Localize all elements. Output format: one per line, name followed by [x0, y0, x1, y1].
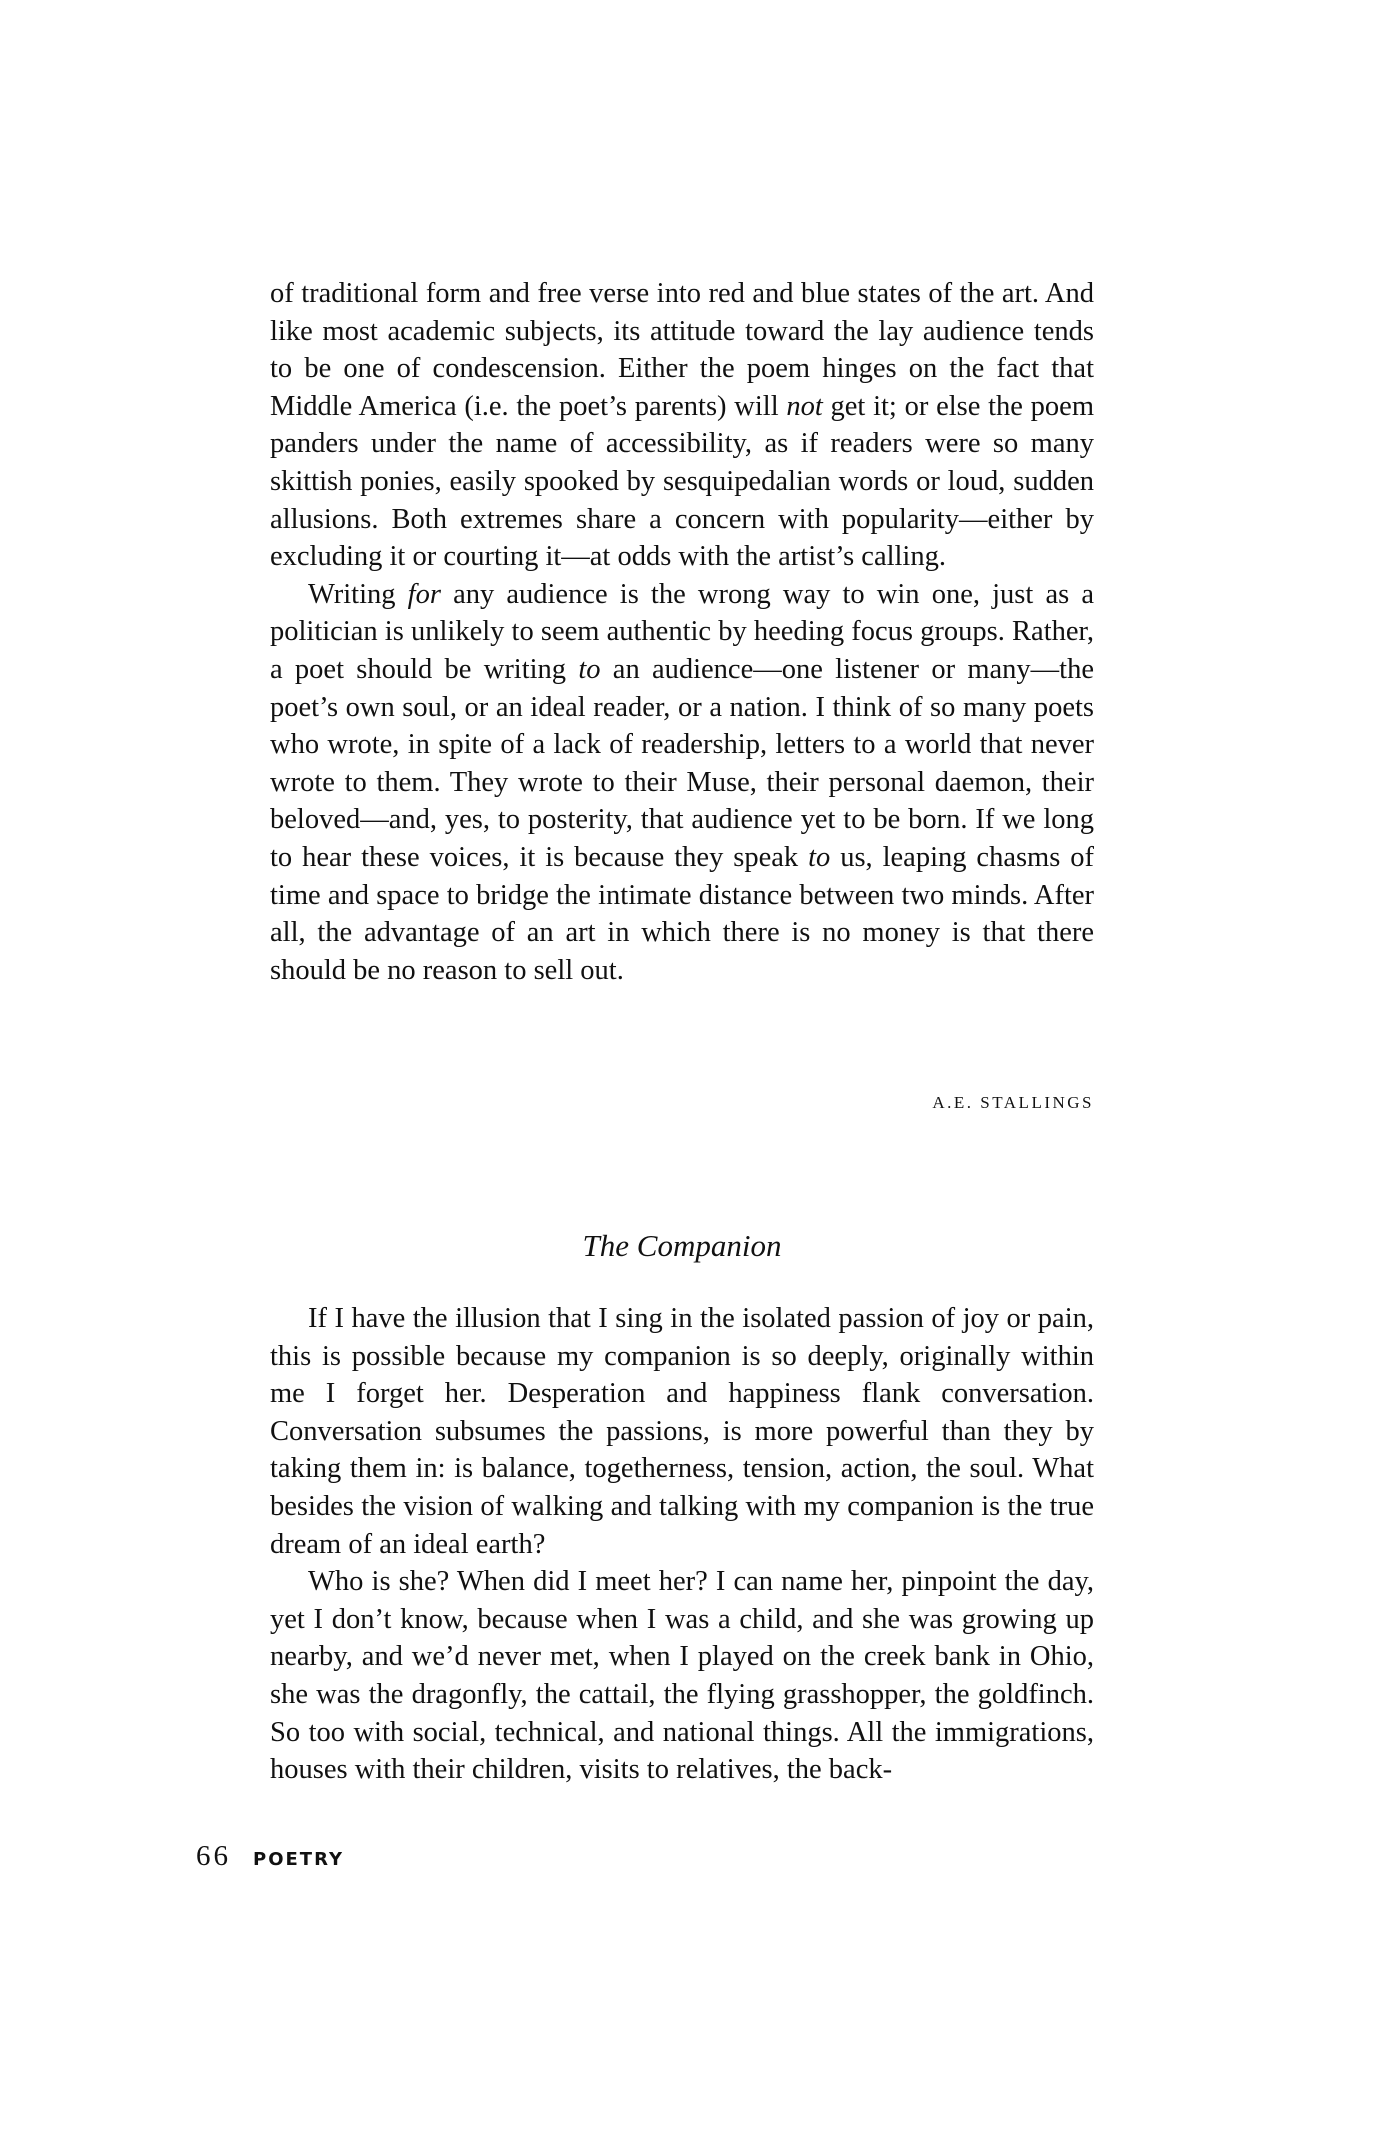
essay-two-paragraph-2: Who is she? When did I meet her? I can name her, pinpoint the day, yet I don’t know, because when I was a child, and she was growing up nearby, and we’d never met, when I played on the creek bank in Ohio, she was the dragonfly, the cattail, the flying grasshopper, the goldfinch. So too with social, technical, and national things. All the immigrations, houses with their children, visits to relatives, the back- [270, 1566, 1094, 1786]
essay-title: The Companion [582, 1228, 782, 1263]
running-head: POETRY [253, 1849, 344, 1870]
essay-two-body [270, 1300, 1094, 1789]
essay-one-paragraph-2: Writing for any audience is the wrong way to win one, just as a politician is unlikely to seem authentic by heeding focus groups. Rather, a poet should be writing to an audience—one listener or many—the poet’s own soul, or an ideal reader, or a nation. I think of so many poets who wrote, in spite of a lack of readership, letters to a world that never wrote to them. They wrote to their Muse, their personal daemon, their beloved—and, yes, to posterity, that audience yet to be born. If we long to hear these voices, it is because they speak to us, leaping chasms of time and space to bridge the intimate distance between two minds. After all, the advantage of an art in which there is no money is that there should be no reason to sell out. [270, 578, 1094, 986]
essay-one-body [270, 275, 1094, 989]
page-footer [196, 1836, 344, 1876]
author-signature: A.E. STALLINGS [932, 1093, 1094, 1112]
page-number: 66 [196, 1840, 231, 1872]
essay-one-paragraph-1: of traditional form and free verse into red and blue states of the art. And like most academic subjects, its attitude toward the lay audience tends to be one of condescension. Either the poem hinges on the fact that Middle America (i.e. the poet’s parents) will not get it; or else the poem panders under the name of accessibility, as if readers were so many skittish ponies, easily spooked by sesquipedalian words or loud, sudden allusions. Both extremes share a concern with popularity—either by excluding it or courting it—at odds with the artist’s calling. [270, 278, 1094, 573]
essay-two-paragraph-1: If I have the illusion that I sing in the isolated passion of joy or pain, this is possible because my companion is so deeply, originally within me I forget her. Desperation and happiness flank conversation. Conversation subsumes the passions, is more powerful than they by taking them in: is balance, togetherness, tension, action, the soul. What besides the vision of walking and talking with my companion is the true dream of an ideal earth? [270, 1303, 1094, 1560]
